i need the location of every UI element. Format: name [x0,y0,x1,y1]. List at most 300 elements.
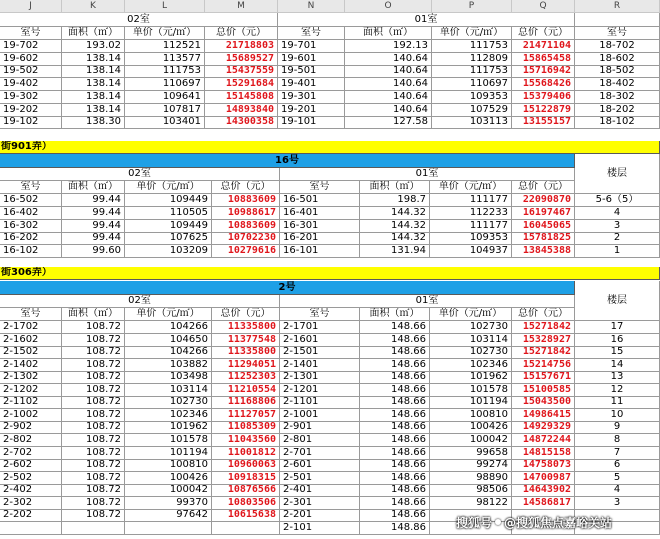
b2-data-cell: 11294051 [212,359,280,372]
b2-data-cell: 8 [575,434,660,447]
column-header-J: J [0,0,62,13]
floor-header: 楼层 [575,154,660,194]
b2-data-cell: 2-301 [280,497,360,510]
top-col-header: 面积（㎡） [62,27,125,40]
b2-data-cell: 2-402 [0,484,62,497]
b2-data-cell: 148.66 [360,371,430,384]
b16-unit-01-header: 01室 [280,168,575,181]
top-data-cell: 15689527 [205,53,278,66]
top-data-cell: 13155157 [512,116,575,129]
b2-data-cell: 2-1701 [280,321,360,334]
b2-data-cell: 148.66 [360,384,430,397]
b16-data-cell: 10702230 [212,232,280,245]
b16-data-cell: 103209 [125,245,212,258]
b2-data-cell: 2-701 [280,447,360,460]
b16-col-header: 总价（元） [512,181,575,194]
top-data-cell: 111753 [125,65,205,78]
b2-data-cell: 11001812 [212,447,280,460]
b2-data-cell: 10960063 [212,459,280,472]
top-data-cell: 18-102 [575,116,660,129]
b16-unit-02-header: 02室 [0,168,280,181]
b2-data-cell: 2-501 [280,472,360,485]
b2-data-cell: 11335800 [212,346,280,359]
b16-data-cell: 4 [575,207,660,220]
b2-data-cell: 102346 [125,409,212,422]
b2-data-cell: 10918315 [212,472,280,485]
b2-data-cell: 98122 [430,497,512,510]
b2-data-cell: 148.66 [360,359,430,372]
b16-data-cell: 16-502 [0,194,62,207]
top-col-header: 室号 [575,27,660,40]
b16-data-cell: 16-401 [280,207,360,220]
b2-data-cell: 11210554 [212,384,280,397]
b16-data-cell: 109449 [125,220,212,233]
b2-data-cell: 99274 [430,459,512,472]
top-col-header: 单价（元/㎡） [125,27,205,40]
b2-data-cell: 2-1201 [280,384,360,397]
b16-data-cell: 99.44 [62,207,125,220]
b2-data-cell: 2-1101 [280,396,360,409]
column-header-K: K [62,0,125,13]
b2-col-header: 面积（㎡） [360,308,430,321]
top-data-cell: 103401 [125,116,205,129]
b2-data-cell: 13 [575,371,660,384]
b2-data-cell: 101962 [125,421,212,434]
b16-data-cell: 16-301 [280,220,360,233]
top-data-cell: 19-102 [0,116,62,129]
b2-data-cell: 14815158 [512,447,575,460]
b16-col-header: 面积（㎡） [360,181,430,194]
watermark-text-2: @搜狐焦点嘉峪关站 [504,515,613,530]
b16-col-header: 面积（㎡） [62,181,125,194]
b2-data-cell: 14 [575,359,660,372]
b16-data-cell: 5-6（5） [575,194,660,207]
b2-data-cell: 100810 [125,459,212,472]
top-data-cell: 15437559 [205,65,278,78]
b2-data-cell: 108.72 [62,359,125,372]
b2-data-cell: 2-1202 [0,384,62,397]
b2-data-cell: 10 [575,409,660,422]
b2-data-cell: 108.72 [62,472,125,485]
b2-data-cell: 2-601 [280,459,360,472]
b2-data-cell: 2-1302 [0,371,62,384]
b16-data-cell: 16045065 [512,220,575,233]
b2-data-cell: 148.66 [360,459,430,472]
b16-data-cell: 110505 [125,207,212,220]
building-16-header: 16号 [0,154,575,168]
b2-data-cell: 3 [575,497,660,510]
b2-data-cell: 2-101 [280,522,360,535]
top-data-cell: 107817 [125,104,205,117]
b2-data-cell: 14872244 [512,434,575,447]
b2-data-cell: 2-502 [0,472,62,485]
b2-data-cell: 17 [575,321,660,334]
top-col-header: 总价（元） [205,27,278,40]
b2-col-header: 总价（元） [212,308,280,321]
b2-data-cell: 2-801 [280,434,360,447]
b16-data-cell: 16-101 [280,245,360,258]
top-col-header: 单价（元/㎡） [432,27,512,40]
top-data-cell: 18-202 [575,104,660,117]
b2-data-cell: 14758073 [512,459,575,472]
b2-data-cell: 2-1401 [280,359,360,372]
b16-data-cell: 16197467 [512,207,575,220]
b2-data-cell: 103882 [125,359,212,372]
top-data-cell: 19-401 [278,78,345,91]
top-data-cell: 18-702 [575,40,660,53]
top-data-cell: 111753 [432,40,512,53]
b2-data-cell [62,522,125,535]
b16-data-cell: 131.94 [360,245,430,258]
b2-data-cell: 14986415 [512,409,575,422]
b2-data-cell [125,522,212,535]
b16-col-header: 室号 [280,181,360,194]
b16-data-cell: 16-402 [0,207,62,220]
b2-data-cell: 148.66 [360,421,430,434]
b2-data-cell: 10876566 [212,484,280,497]
top-data-cell: 110697 [432,78,512,91]
b2-data-cell: 2-1002 [0,409,62,422]
b2-data-cell: 100042 [125,484,212,497]
column-header-R: R [575,0,660,13]
b2-data-cell: 2-1001 [280,409,360,422]
b2-data-cell: 148.66 [360,434,430,447]
b16-data-cell: 10988617 [212,207,280,220]
b2-data-cell: 104266 [125,321,212,334]
column-header-N: N [278,0,345,13]
b2-data-cell: 108.72 [62,484,125,497]
b2-col-header: 单价（元/㎡） [430,308,512,321]
b2-data-cell: 101194 [125,447,212,460]
b2-data-cell: 108.72 [62,346,125,359]
b2-data-cell: 16 [575,334,660,347]
b2-data-cell: 15328927 [512,334,575,347]
b16-data-cell: 22090870 [512,194,575,207]
top-data-cell: 112521 [125,40,205,53]
top-data-cell: 19-501 [278,65,345,78]
b16-data-cell: 99.60 [62,245,125,258]
b2-data-cell: 15043500 [512,396,575,409]
b2-data-cell: 108.72 [62,447,125,460]
b2-data-cell: 2-1502 [0,346,62,359]
b16-data-cell: 2 [575,232,660,245]
b2-data-cell: 108.72 [62,409,125,422]
b2-data-cell: 148.66 [360,509,430,522]
b2-data-cell: 97642 [125,509,212,522]
b16-data-cell: 16-201 [280,232,360,245]
top-data-cell: 18-302 [575,91,660,104]
b2-data-cell: 103498 [125,371,212,384]
b2-data-cell: 103114 [430,334,512,347]
b2-data-cell: 108.72 [62,459,125,472]
top-data-cell: 109353 [432,91,512,104]
b2-data-cell: 15157671 [512,371,575,384]
b2-data-cell: 10803506 [212,497,280,510]
top-data-cell: 18-402 [575,78,660,91]
b16-data-cell: 144.32 [360,207,430,220]
b2-data-cell: 10615638 [212,509,280,522]
b2-data-cell: 2-202 [0,509,62,522]
b2-data-cell: 11335800 [212,321,280,334]
b2-data-cell: 104650 [125,334,212,347]
b2-data-cell: 108.72 [62,334,125,347]
b16-col-header: 总价（元） [212,181,280,194]
b2-data-cell: 14586817 [512,497,575,510]
b2-data-cell: 101578 [430,384,512,397]
b2-data-cell: 2-401 [280,484,360,497]
top-data-cell: 19-201 [278,104,345,117]
top-data-cell: 140.64 [345,104,432,117]
top-data-cell: 15291684 [205,78,278,91]
b16-data-cell: 16-102 [0,245,62,258]
b16-data-cell: 10883609 [212,220,280,233]
top-data-cell: 138.14 [62,91,125,104]
b16-data-cell: 104937 [430,245,512,258]
b2-col-header: 面积（㎡） [62,308,125,321]
watermark [456,513,612,531]
top-data-cell: 138.14 [62,65,125,78]
top-data-cell: 15568426 [512,78,575,91]
top-col-header: 总价（元） [512,27,575,40]
b2-data-cell: 6 [575,459,660,472]
b2-data-cell: 100426 [430,421,512,434]
top-data-cell: 19-702 [0,40,62,53]
b2-data-cell: 102346 [430,359,512,372]
top-data-cell: 138.14 [62,78,125,91]
b2-data-cell: 148.66 [360,447,430,460]
b2-data-cell: 11377548 [212,334,280,347]
b2-data-cell: 108.72 [62,509,125,522]
column-header-Q: Q [512,0,575,13]
b2-col-header: 单价（元/㎡） [125,308,212,321]
b2-unit-02-header: 02室 [0,295,280,308]
b16-col-header: 单价（元/㎡） [125,181,212,194]
b2-col-header: 室号 [280,308,360,321]
top-data-cell: 15865458 [512,53,575,66]
b16-data-cell: 198.7 [360,194,430,207]
b16-data-cell: 109449 [125,194,212,207]
watermark-dot-icon [495,519,501,525]
b2-data-cell: 11 [575,396,660,409]
b2-data-cell: 108.72 [62,384,125,397]
column-header-M: M [205,0,278,13]
b2-data-cell: 2-602 [0,459,62,472]
b16-data-cell: 13845388 [512,245,575,258]
b2-data-cell: 100042 [430,434,512,447]
top-data-cell: 140.64 [345,65,432,78]
b2-data-cell: 2-302 [0,497,62,510]
b2-data-cell: 148.66 [360,334,430,347]
b16-col-header: 室号 [0,181,62,194]
top-data-cell: 110697 [125,78,205,91]
column-header-O: O [345,0,432,13]
b2-data-cell: 148.66 [360,321,430,334]
top-data-cell: 15145808 [205,91,278,104]
b2-data-cell: 2-1102 [0,396,62,409]
top-unit-02-header: 02室 [0,13,278,27]
b2-data-cell: 11252303 [212,371,280,384]
top-data-cell: 140.64 [345,78,432,91]
top-data-cell: 19-301 [278,91,345,104]
b2-data-cell: 108.72 [62,497,125,510]
b16-data-cell: 16-202 [0,232,62,245]
top-data-cell: 19-602 [0,53,62,66]
b16-data-cell: 3 [575,220,660,233]
b2-data-cell: 5 [575,472,660,485]
b2-data-cell: 2-802 [0,434,62,447]
b16-data-cell: 107625 [125,232,212,245]
b2-data-cell: 15100585 [512,384,575,397]
building-2-header: 2号 [0,281,575,295]
b2-data-cell: 148.66 [360,396,430,409]
b2-data-cell: 11043560 [212,434,280,447]
b2-data-cell: 9 [575,421,660,434]
b2-data-cell: 14643902 [512,484,575,497]
section-banner: 街306弄） [0,267,660,280]
b2-data-cell: 11127057 [212,409,280,422]
b2-data-cell: 2-1501 [280,346,360,359]
b2-data-cell: 103114 [125,384,212,397]
top-data-cell: 113577 [125,53,205,66]
b2-data-cell: 148.66 [360,497,430,510]
top-data-cell: 18-602 [575,53,660,66]
top-data-cell: 140.64 [345,53,432,66]
top-data-cell: 21718803 [205,40,278,53]
b16-data-cell: 1 [575,245,660,258]
top-data-cell: 193.02 [62,40,125,53]
top-data-cell: 19-101 [278,116,345,129]
floor-header: 楼层 [575,281,660,321]
b2-data-cell: 148.66 [360,472,430,485]
top-data-cell: 15379406 [512,91,575,104]
top-blank-header [575,13,660,27]
top-col-header: 室号 [278,27,345,40]
watermark-text-1: 搜狐号 [456,515,493,530]
b2-data-cell: 2-1601 [280,334,360,347]
b2-data-cell: 2-1702 [0,321,62,334]
b2-data-cell: 11085309 [212,421,280,434]
b16-data-cell: 10279616 [212,245,280,258]
b16-data-cell: 109353 [430,232,512,245]
b2-data-cell: 2-902 [0,421,62,434]
top-data-cell: 107529 [432,104,512,117]
top-data-cell: 19-202 [0,104,62,117]
b16-data-cell: 144.32 [360,220,430,233]
b2-data-cell: 14700987 [512,472,575,485]
top-data-cell: 14300358 [205,116,278,129]
b2-data-cell: 108.72 [62,396,125,409]
b16-data-cell: 16-501 [280,194,360,207]
b2-data-cell: 12 [575,384,660,397]
b2-data-cell: 2-901 [280,421,360,434]
b2-data-cell: 2-201 [280,509,360,522]
top-data-cell: 18-502 [575,65,660,78]
b2-data-cell: 101194 [430,396,512,409]
top-data-cell: 138.14 [62,104,125,117]
b16-data-cell: 99.44 [62,220,125,233]
b16-data-cell: 10883609 [212,194,280,207]
b16-data-cell: 99.44 [62,232,125,245]
b2-data-cell: 2-702 [0,447,62,460]
b2-data-cell: 108.72 [62,434,125,447]
b2-data-cell: 100810 [430,409,512,422]
b2-unit-01-header: 01室 [280,295,575,308]
top-col-header: 室号 [0,27,62,40]
b2-data-cell: 102730 [125,396,212,409]
b2-data-cell: 100426 [125,472,212,485]
b2-data-cell: 98890 [430,472,512,485]
b2-data-cell: 15271842 [512,346,575,359]
top-data-cell: 19-302 [0,91,62,104]
top-data-cell: 19-701 [278,40,345,53]
top-data-cell: 192.13 [345,40,432,53]
top-data-cell: 19-402 [0,78,62,91]
b2-data-cell: 99370 [125,497,212,510]
top-data-cell: 138.14 [62,53,125,66]
column-header-P: P [432,0,512,13]
b2-data-cell: 4 [575,484,660,497]
b2-data-cell: 148.66 [360,346,430,359]
top-data-cell: 15122879 [512,104,575,117]
b2-data-cell: 104266 [125,346,212,359]
b2-data-cell: 15214756 [512,359,575,372]
b16-data-cell: 99.44 [62,194,125,207]
b2-data-cell: 148.66 [360,484,430,497]
b2-data-cell: 2-1602 [0,334,62,347]
top-data-cell: 112809 [432,53,512,66]
b2-data-cell: 108.72 [62,321,125,334]
b2-data-cell: 99658 [430,447,512,460]
b2-data-cell: 102730 [430,321,512,334]
b2-data-cell: 148.66 [360,409,430,422]
top-data-cell: 21471104 [512,40,575,53]
b2-col-header: 室号 [0,308,62,321]
top-data-cell: 140.64 [345,91,432,104]
top-data-cell: 15716942 [512,65,575,78]
section-banner: 街901弄） [0,141,660,154]
top-data-cell: 111753 [432,65,512,78]
b16-data-cell: 111177 [430,194,512,207]
b2-data-cell: 101962 [430,371,512,384]
top-data-cell: 103113 [432,116,512,129]
b16-data-cell: 15781825 [512,232,575,245]
b2-data-cell: 11168806 [212,396,280,409]
b2-data-cell: 101578 [125,434,212,447]
b2-data-cell: 15 [575,346,660,359]
column-header-L: L [125,0,205,13]
b2-data-cell: 2-1402 [0,359,62,372]
top-data-cell: 19-502 [0,65,62,78]
b2-data-cell: 108.72 [62,371,125,384]
b2-data-cell [212,522,280,535]
b2-data-cell: 102730 [430,346,512,359]
b2-data-cell: 2-1301 [280,371,360,384]
top-data-cell: 14893840 [205,104,278,117]
b2-data-cell: 7 [575,447,660,460]
b2-col-header: 总价（元） [512,308,575,321]
top-data-cell: 109641 [125,91,205,104]
b2-data-cell: 98506 [430,484,512,497]
b16-data-cell: 111177 [430,220,512,233]
b16-col-header: 单价（元/㎡） [430,181,512,194]
top-col-header: 面积（㎡） [345,27,432,40]
top-data-cell: 19-601 [278,53,345,66]
b2-data-cell: 148.86 [360,522,430,535]
top-data-cell: 127.58 [345,116,432,129]
top-data-cell: 138.30 [62,116,125,129]
b2-data-cell: 14929329 [512,421,575,434]
b16-data-cell: 16-302 [0,220,62,233]
